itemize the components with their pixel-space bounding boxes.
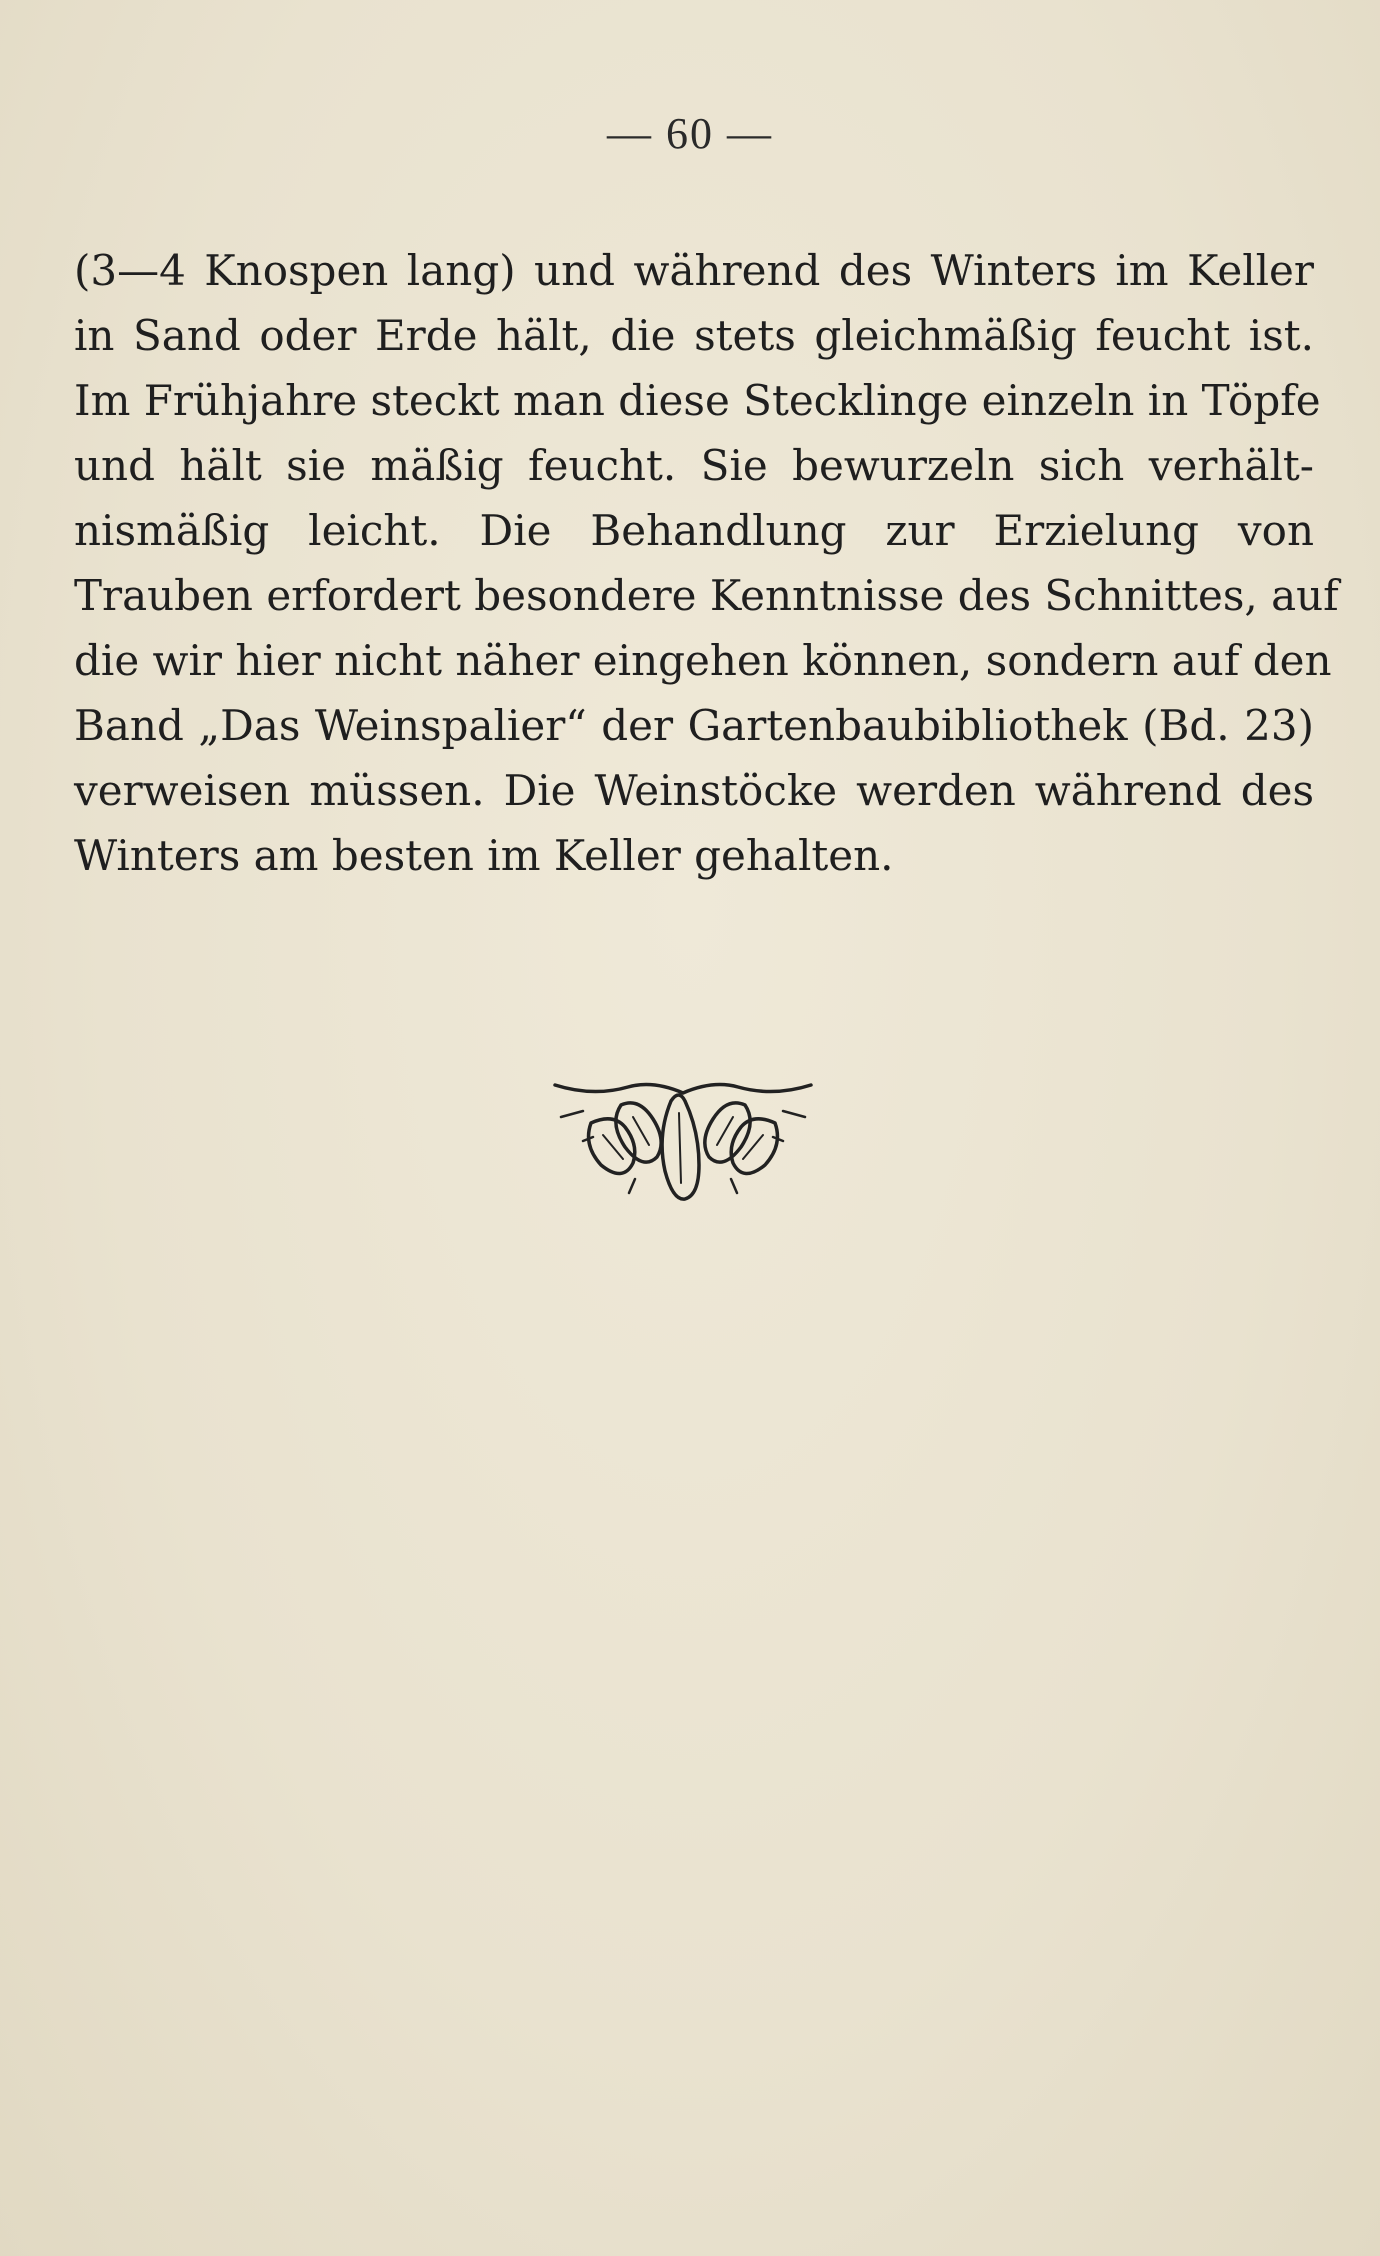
text-line: verweisen müssen. Die Weinstöcke werden während des [74,766,1314,815]
text-line: Winters am besten im Keller gehalten. [74,831,894,880]
text-line: Band „Das Weinspalier“ der Gartenbaubibliothek (Bd. 23) [74,701,1314,750]
fleuron-ornament-icon [553,1075,813,1210]
text-line: und hält sie mäßig feucht. Sie bewurzeln sich verhält- [74,441,1314,490]
text-line: Im Frühjahre steckt man diese Stecklinge einzeln in Töpfe [74,376,1321,425]
text-line: in Sand oder Erde hält, die stets gleichmäßig feucht ist. [74,311,1314,360]
text-line: Trauben erfordert besondere Kenntnisse des Schnittes, auf [74,571,1339,620]
page-number: — 60 — [607,109,773,158]
text-line: (3—4 Knospen lang) und während des Winters im Keller [74,246,1314,295]
body-paragraph [74,238,1339,888]
text-line: nismäßig leicht. Die Behandlung zur Erzielung von [74,506,1314,555]
text-line: die wir hier nicht näher eingehen können, sondern auf den [74,636,1332,685]
